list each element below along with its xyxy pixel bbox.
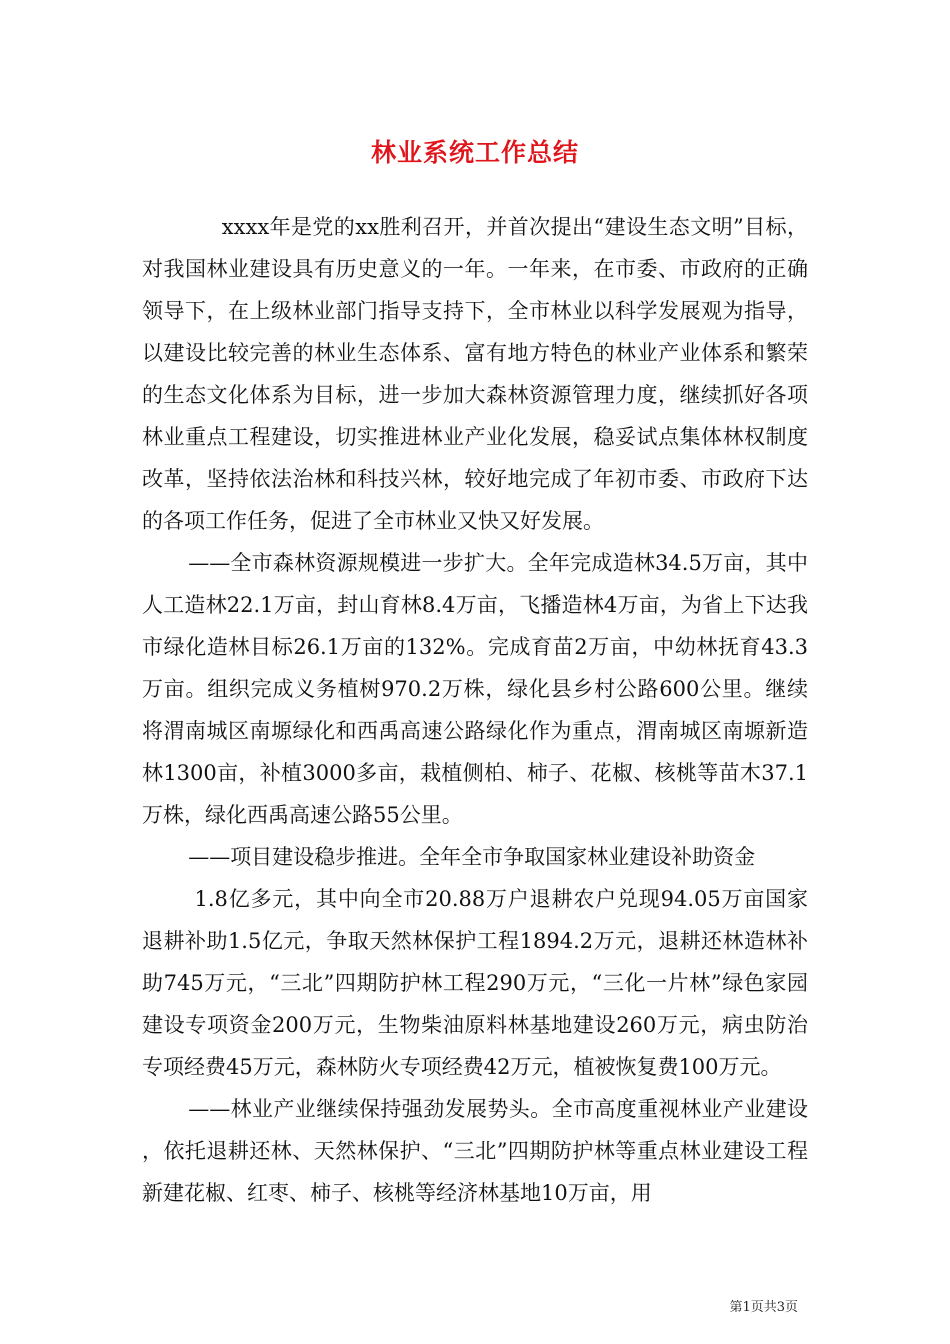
document-title: 林业系统工作总结	[370, 138, 579, 167]
industry-paragraph: ——林业产业继续保持强劲发展势头。全市高度重视林业产业建设，依托退耕还林、天然林保护、“三北”四期防护林等重点林业建设工程新建花椒、红枣、柿子、核桃等经济林基地10万亩，用	[142, 1097, 808, 1205]
document-body	[142, 206, 808, 1214]
project-paragraph	[142, 836, 808, 1088]
intro-paragraph: xxxx年是党的xx胜利召开，并首次提出“建设生态文明”目标，对我国林业建设具有历史意义的一年。一年来，在市委、市政府的正确领导下，在上级林业部门指导支持下，全市林业以科学发展观为指导，以建设比较完善的林业生态体系、富有地方特色的林业产业体系和繁荣的生态文化体系为目标，进一步加大森林资源管理力度，继续抓好各项林业重点工程建设，切实推进林业产业化发展，稳妥试点集体林权制度改革，坚持依法治林和科技兴林，较好地完成了年初市委、市政府下达的各项工作任务，促进了全市林业又快又好发展。	[142, 215, 808, 533]
forest-resources-paragraph: ——全市森林资源规模进一步扩大。全年完成造林34.5万亩，其中人工造林22.1万亩，封山育林8.4万亩，飞播造林4万亩，为省上下达我市绿化造林目标26.1万亩的132%。完成育苗2万亩，中幼林抚育43.3万亩。组织完成义务植树970.2万株，绿化县乡村公路600公里。继续将渭南城区南塬绿化和西禹高速公路绿化作为重点，渭南城区南塬新造林1300亩，补植3000多亩，栽植侧柏、柿子、花椒、核桃等苗木37.1万株，绿化西禹高速公路55公里。	[142, 551, 808, 827]
page-number: 第1页共3页	[729, 1300, 798, 1315]
project-body: 1.8亿多元，其中向全市20.88万户退耕农户兑现94.05万亩国家退耕补助1.5亿元，争取天然林保护工程1894.2万元，退耕还林造林补助745万元，“三北”四期防护林工程290万元，“三化一片林”绿色家园建设专项资金200万元，生物柴油原料林基地建设260万元，病虫防治专项经费45万元，森林防火专项经费42万元，植被恢复费100万元。	[142, 887, 808, 1079]
project-heading: ——项目建设稳步推进。全年全市争取国家林业建设补助资金	[188, 845, 756, 869]
